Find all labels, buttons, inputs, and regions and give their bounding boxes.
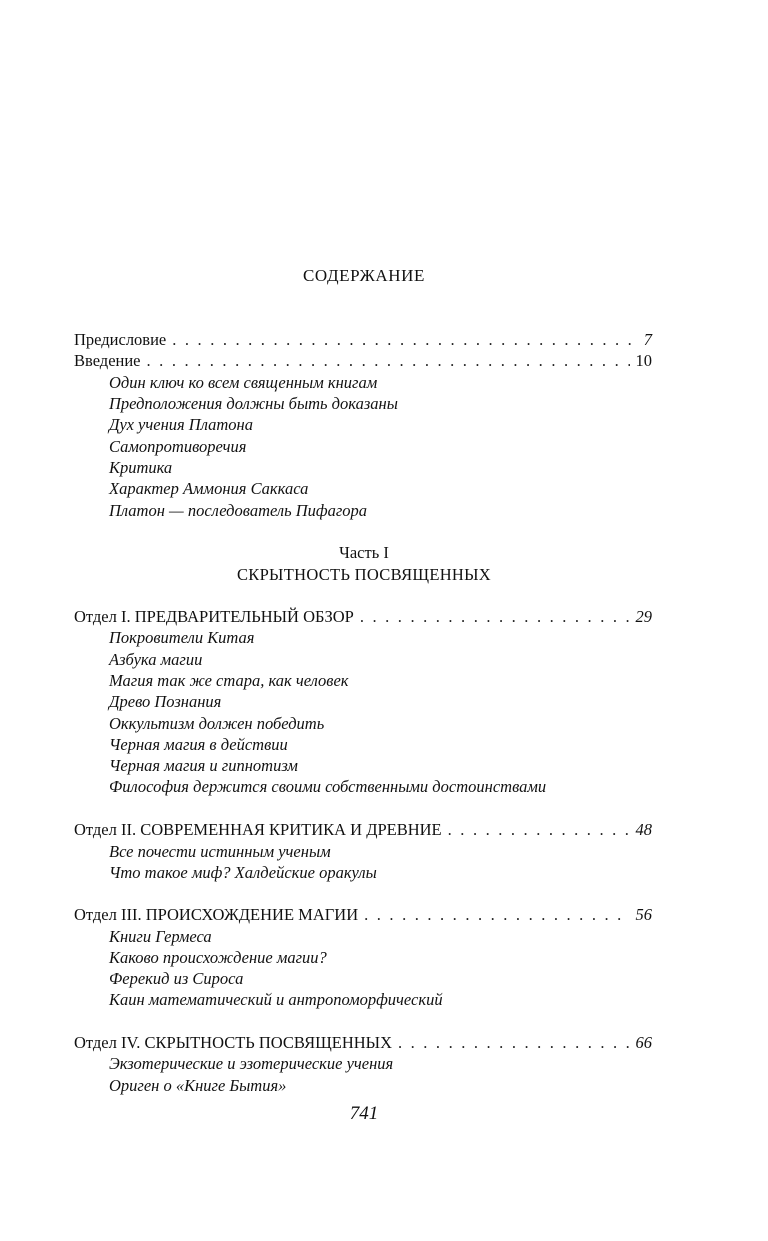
toc-section-label: Отдел II. СОВРЕМЕННАЯ КРИТИКА И ДРЕВНИЕ <box>74 820 442 839</box>
dot-leader <box>364 905 629 925</box>
toc-subitem: Книги Гермеса <box>109 927 212 946</box>
toc-subitem: Черная магия и гипнотизм <box>109 756 298 775</box>
toc-subitem: Предположения должны быть доказаны <box>109 394 398 413</box>
toc-subitem: Азбука магии <box>109 650 203 669</box>
toc-subitem: Дух учения Платона <box>109 415 253 434</box>
toc-entry-introduction[interactable] <box>74 351 652 371</box>
toc-section-page: 29 <box>635 607 652 626</box>
toc-section-page: 66 <box>635 1033 652 1052</box>
toc-section-1[interactable] <box>74 607 652 627</box>
toc-subitem: Ферекид из Сироса <box>109 969 244 988</box>
toc-subitem: Критика <box>109 458 173 477</box>
toc-subitem: Каково происхождение магии? <box>109 948 327 967</box>
toc-section-label: Отдел III. ПРОИСХОЖДЕНИЕ МАГИИ <box>74 905 359 924</box>
toc-entry-preface[interactable] <box>74 330 652 350</box>
toc-subitem: Магия так же стара, как человек <box>109 671 349 690</box>
part-title: СКРЫТНОСТЬ ПОСВЯЩЕННЫХ <box>236 565 492 584</box>
toc-subitem: Древо Познания <box>109 692 222 711</box>
toc-entry-label: Предисловие <box>74 330 167 349</box>
toc-section-label: Отдел I. ПРЕДВАРИТЕЛЬНЫЙ ОБЗОР <box>74 607 354 626</box>
dot-leader <box>398 1033 630 1053</box>
page-title: СОДЕРЖАНИЕ <box>302 266 426 285</box>
toc-section-4[interactable] <box>74 1033 652 1053</box>
toc-section-page: 56 <box>635 905 652 924</box>
toc-subitem: Что такое миф? Халдейские оракулы <box>109 863 377 882</box>
toc-subitem: Оккультизм должен победить <box>109 714 325 733</box>
toc-subitem: Самопротиворечия <box>109 437 247 456</box>
dot-leader <box>147 351 630 371</box>
toc-subitem: Экзотерические и эзотерические учения <box>109 1054 394 1073</box>
toc-subitem: Ориген о «Книге Бытия» <box>109 1076 287 1095</box>
part-number: Часть I <box>339 543 389 562</box>
page-number: 741 <box>349 1103 379 1124</box>
dot-leader <box>360 607 630 627</box>
toc-subitem: Все почести истинным ученым <box>109 842 331 861</box>
toc-section-2[interactable] <box>74 820 652 840</box>
toc-subitem: Характер Аммония Саккаса <box>109 479 309 498</box>
toc-section-label: Отдел IV. СКРЫТНОСТЬ ПОСВЯЩЕННЫХ <box>74 1033 392 1052</box>
toc-entry-page: 10 <box>635 351 652 370</box>
toc-subitem: Покровители Китая <box>109 628 255 647</box>
dot-leader <box>172 330 638 350</box>
dot-leader <box>448 820 630 840</box>
toc-entry-page: 7 <box>643 330 652 349</box>
toc-section-page: 48 <box>635 820 652 839</box>
toc-section-3[interactable] <box>74 905 652 925</box>
toc-subitem: Черная магия в действии <box>109 735 288 754</box>
toc-subitem: Один ключ ко всем священным книгам <box>109 373 378 392</box>
toc-subitem: Философия держится своими собственными достоинствами <box>109 777 547 796</box>
toc-subitem: Каин математический и антропоморфический <box>109 990 443 1009</box>
toc-entry-label: Введение <box>74 351 141 370</box>
toc-subitem: Платон — последователь Пифагора <box>109 501 368 520</box>
